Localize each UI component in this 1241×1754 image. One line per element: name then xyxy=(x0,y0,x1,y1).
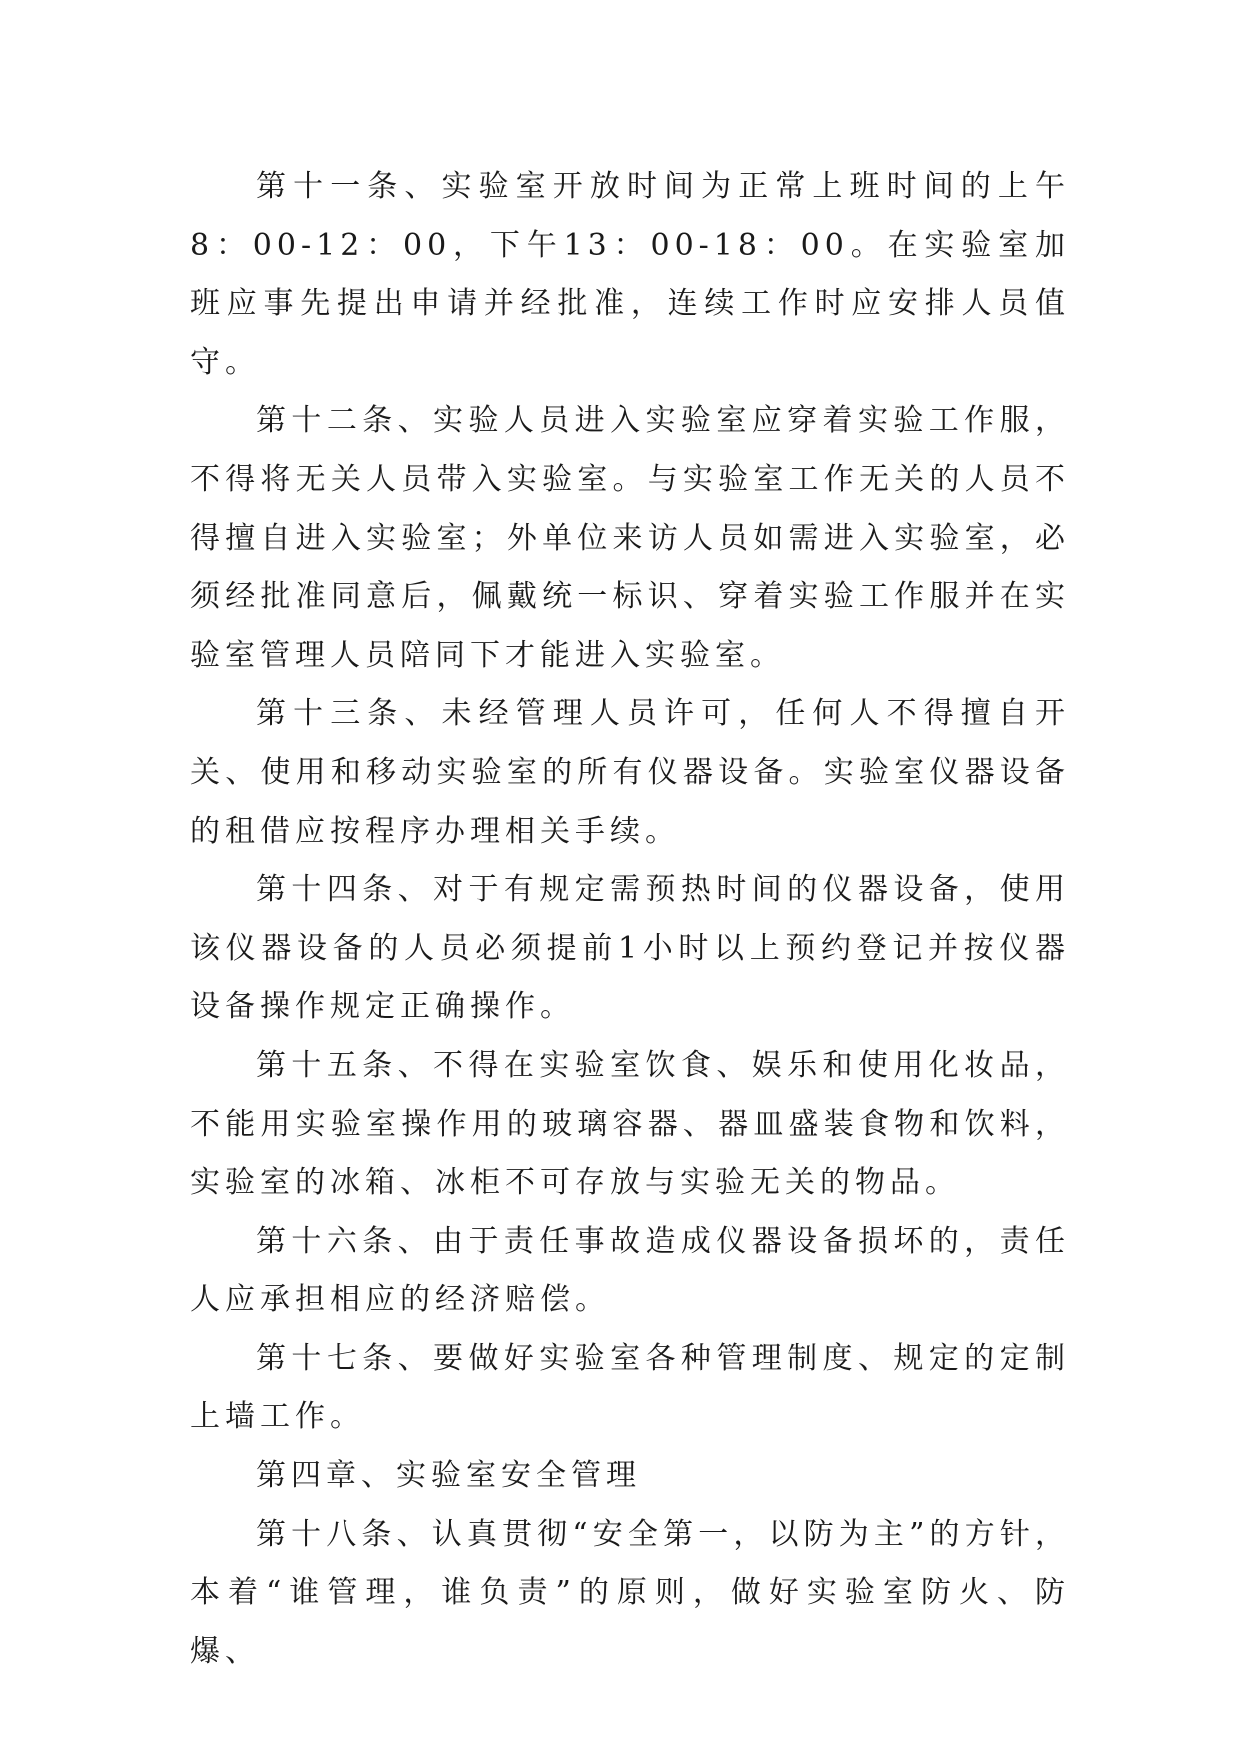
article-18-paragraph: 第十八条、认真贯彻“安全第一，以防为主”的方针，本着“谁管理，谁负责”的原则，做好实验室防火、防爆、 xyxy=(190,1516,1070,1669)
article-11-paragraph: 第十一条、实验室开放时间为正常上班时间的上午8：00-12：00，下午13：00-18：00。在实验室加班应事先提出申请并经批准，连续工作时应安排人员值守。 xyxy=(190,169,1070,380)
article-16-paragraph: 第十六条、由于责任事故造成仪器设备损坏的，责任人应承担相应的经济赔偿。 xyxy=(190,1223,1070,1318)
chapter-4-heading: 第四章、实验室安全管理 xyxy=(256,1458,641,1494)
article-12-paragraph: 第十二条、实验人员进入实验室应穿着实验工作服，不得将无关人员带入实验室。与实验室工作无关的人员不得擅自进入实验室；外单位来访人员如需进入实验室，必须经批准同意后，佩戴统一标识、穿着实验工作服并在实验室管理人员陪同下才能进入实验室。 xyxy=(190,403,1070,673)
article-15-paragraph: 第十五条、不得在实验室饮食、娱乐和使用化妆品，不能用实验室操作用的玻璃容器、器皿盛装食物和饮料，实验室的冰箱、冰柜不可存放与实验无关的物品。 xyxy=(190,1047,1070,1201)
article-17-paragraph: 第十七条、要做好实验室各种管理制度、规定的定制上墙工作。 xyxy=(190,1340,1070,1435)
article-13-paragraph: 第十三条、未经管理人员许可，任何人不得擅自开关、使用和移动实验室的所有仪器设备。实验室仪器设备的租借应按程序办理相关手续。 xyxy=(190,696,1070,849)
article-14-paragraph: 第十四条、对于有规定需预热时间的仪器设备，使用该仪器设备的人员必须提前1小时以上预约登记并按仪器设备操作规定正确操作。 xyxy=(190,872,1070,1025)
document-body xyxy=(190,158,1070,1681)
